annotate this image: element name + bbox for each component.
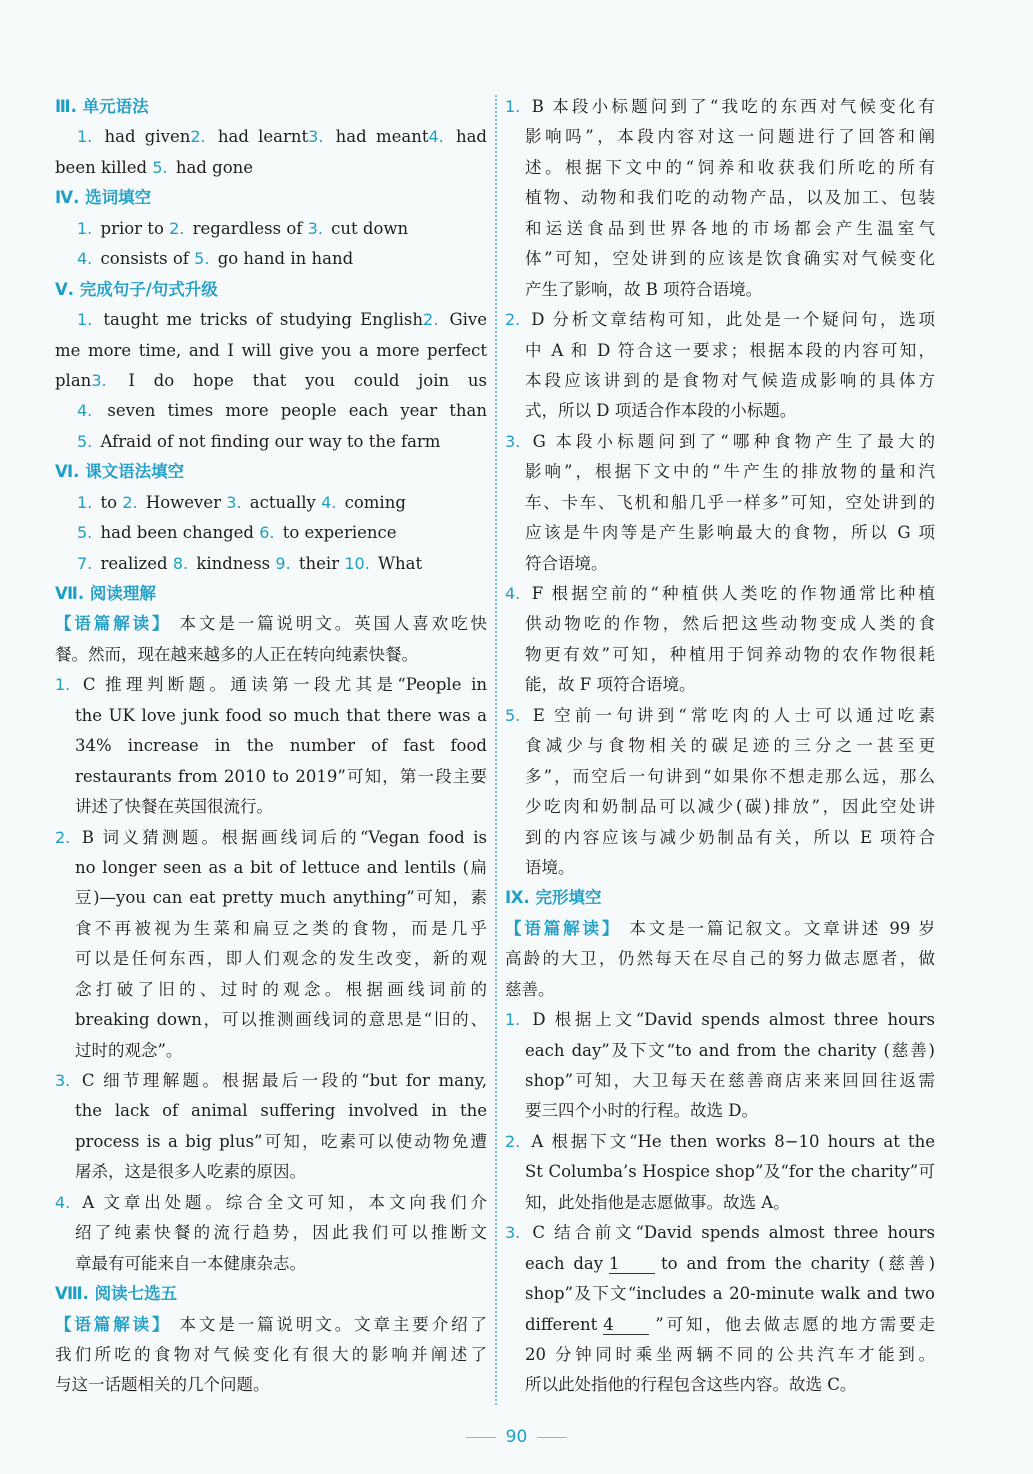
item-number: 3. (307, 218, 323, 238)
text-line (505, 183, 935, 213)
item-number: 1. (55, 675, 71, 695)
column-divider (495, 95, 497, 1405)
text-line (505, 1005, 935, 1035)
text-span: E 空前一句讲到“常吃肉的人士可以通过吃素 (532, 705, 935, 725)
item-number: 2. (505, 310, 521, 330)
item-number: 2. (55, 827, 71, 847)
text-line (55, 701, 487, 731)
text-span: 和运送食品到世界各地的市场都会产生温室气 (525, 218, 935, 238)
text-line (505, 640, 935, 670)
text-line (55, 1188, 487, 1218)
item-number: 3. (226, 492, 242, 512)
text-line (55, 122, 487, 152)
text-span: different (525, 1314, 598, 1334)
text-line (55, 1066, 487, 1096)
text-span: 过时的观念”。 (75, 1040, 183, 1060)
text-span: 本段应该讲到的是食物对气候造成影响的具体方 (525, 370, 935, 390)
text-line (55, 366, 487, 396)
text-span: St Columba’s Hospice shop”及“for the charity”可 (525, 1162, 935, 1182)
text-span: their (298, 553, 345, 573)
text-line (55, 1096, 487, 1126)
text-span: I do hope that you could join us (128, 370, 487, 390)
text-span: restaurants from 2010 to 2019”可知，第一段主要 (75, 766, 487, 786)
text-span: G 本段小标题问到了“哪种食物产生了最大的 (532, 431, 935, 451)
text-span: breaking down，可以推测画线词的意思是“旧的、 (75, 1010, 487, 1030)
text-line (505, 549, 935, 579)
text-span: 少吃肉和奶制品可以减少(碳)排放”，因此空处讲 (525, 797, 935, 817)
blank-number: 4 (603, 1316, 649, 1335)
text-span: 符合语境。 (525, 553, 608, 573)
text-line (505, 1370, 935, 1400)
text-span: 语境。 (525, 857, 575, 877)
text-span: 物更有效”可知，种植用于饲养动物的农作物很耗 (525, 644, 935, 664)
item-number: 7. (77, 553, 93, 573)
text-span: However (145, 492, 227, 512)
text-span: What (378, 553, 423, 573)
text-span: A 文章出处题。综合全文可知，本文向我们介 (82, 1192, 487, 1212)
text-span: 要三四个小时的行程。故选 D。 (525, 1101, 758, 1121)
text-line (505, 427, 935, 457)
text-span: D 分析文章结构可知，此处是一个疑问句，选项 (531, 310, 935, 330)
text-line (55, 609, 487, 639)
text-line (55, 427, 487, 457)
blank-number: 1 (609, 1255, 655, 1274)
text-line (505, 1157, 935, 1187)
text-span: had meant (335, 127, 429, 147)
text-span: the lack of animal suffering involved in the (75, 1101, 487, 1121)
text-line (505, 1036, 935, 1066)
item-number: 3. (91, 370, 107, 390)
item-number: 8. (172, 553, 189, 573)
item-number: 3. (505, 1223, 521, 1243)
item-number: 5. (152, 157, 168, 177)
item-number: 4. (55, 1192, 71, 1212)
text-line (55, 914, 487, 944)
text-span: 中 A 和 D 符合这一要求；根据本段的内容可知， (525, 340, 935, 360)
text-line (55, 1005, 487, 1035)
text-span: 餐。然而，现在越来越多的人正在转向纯素快餐。 (55, 644, 418, 664)
text-span: 我们所吃的食物对气候变化有很大的影响并阐述了 (55, 1344, 487, 1364)
text-line (505, 1310, 935, 1340)
text-span: 屠杀，这是很多人吃素的原因。 (75, 1162, 306, 1182)
text-line (55, 1127, 487, 1157)
text-span: to and from the charity (慈善) (661, 1253, 936, 1273)
text-span: 本文是一篇说明文。英国人喜欢吃快 (171, 614, 487, 634)
text-span: regardless of (192, 218, 308, 238)
text-span: F 根据空前的“种植供人类吃的作物通常比种植 (531, 584, 935, 603)
text-span: 到的内容应该与减少奶制品有关，所以 E 项符合 (525, 827, 935, 847)
item-number: 10. (344, 553, 370, 573)
item-number: 3. (308, 127, 324, 147)
text-line (55, 1218, 487, 1248)
text-span: 慈善。 (505, 979, 555, 999)
text-span: 能，故 F 项符合语境。 (525, 675, 696, 695)
text-line (505, 670, 935, 700)
passage-tag: 【语篇解读】 (55, 614, 172, 634)
text-span: 讲述了快餐在英国很流行。 (75, 797, 273, 817)
item-number: 1. (77, 127, 93, 147)
item-number: 1. (505, 97, 521, 116)
item-number: 4. (428, 127, 444, 147)
text-span: 本文是一篇说明文。文章主要介绍了 (171, 1314, 487, 1334)
text-line (55, 153, 487, 183)
text-line (505, 153, 935, 183)
text-span: to experience (282, 523, 397, 543)
text-span: 绍了纯素快餐的流行趋势，因此我们可以推断文 (75, 1223, 487, 1243)
item-number: 3. (505, 431, 521, 451)
text-line (55, 1157, 487, 1187)
text-line (55, 1036, 487, 1066)
text-span: consists of (100, 249, 195, 269)
text-line (505, 579, 935, 609)
text-line (55, 336, 487, 366)
text-span: 章最有可能来自一本健康杂志。 (75, 1253, 306, 1273)
text-span: 影响”，根据下文中的“牛产生的排放物的量和汽 (525, 462, 935, 482)
passage-tag: 【语篇解读】 (505, 918, 622, 938)
text-line (505, 1279, 935, 1309)
text-span: kindness (196, 553, 276, 573)
text-line (505, 792, 935, 822)
text-line (505, 457, 935, 487)
text-span: 与这一话题相关的几个问题。 (55, 1375, 270, 1395)
text-span: me more time, and I will give you a more perfect (55, 340, 487, 360)
text-span: had gone (175, 157, 254, 177)
text-line (55, 640, 487, 670)
text-line (505, 518, 935, 548)
text-line (505, 975, 935, 1005)
text-span: 供动物吃的作物，然后把这些动物变成人类的食 (525, 614, 935, 634)
text-line (505, 488, 935, 518)
text-span: 多”，而空后一句讲到“如果你不想走那么远，那么 (525, 766, 935, 786)
text-line (55, 1370, 487, 1400)
text-span: 述。根据下文中的“饲养和收获我们所吃的所有 (525, 157, 935, 177)
item-number: 2. (190, 127, 206, 147)
text-line (505, 609, 935, 639)
text-line (505, 944, 935, 974)
text-line (55, 549, 487, 579)
item-number: 4. (77, 249, 93, 269)
text-line (505, 731, 935, 761)
text-span: been killed (55, 157, 153, 177)
section-heading: Ⅲ. 单元语法 (55, 97, 149, 116)
text-span: 20 分钟同时乘坐两辆不同的公共汽车才能到。 (525, 1344, 935, 1364)
page-number (0, 1427, 1033, 1447)
text-line (505, 275, 935, 305)
text-span: 影响吗”，本段内容对这一问题进行了回答和阐 (525, 127, 935, 147)
text-span: shop”可知，大卫每天在慈善商店来来回回往返需 (525, 1071, 935, 1090)
text-span: process is a big plus”可知，吃素可以使动物免遭 (75, 1131, 487, 1151)
item-number: 4. (505, 584, 521, 603)
text-span: 可以是任何东西，即人们观念的发生改变，新的观 (75, 949, 487, 969)
text-span: 食不再被视为生菜和扁豆之类的食物，而是几乎 (75, 918, 487, 938)
text-span: plan (55, 370, 92, 390)
section-heading: Ⅶ. 阅读理解 (55, 584, 156, 603)
page-number-text: 90 (505, 1427, 528, 1447)
section-heading: Ⅸ. 完形填空 (505, 888, 602, 908)
item-number: 5. (77, 523, 93, 543)
item-number: 5. (77, 431, 93, 451)
text-span: C 推理判断题。通读第一段尤其是“People in (82, 675, 487, 695)
text-line (55, 853, 487, 883)
text-line (505, 823, 935, 853)
text-line (505, 396, 935, 426)
section-heading: Ⅵ. 课文语法填空 (55, 462, 185, 482)
item-number: 4. (321, 492, 337, 512)
text-span: C 细节理解题。根据最后一段的“but for many, (81, 1071, 488, 1090)
text-line (505, 1218, 935, 1248)
text-span: taught me tricks of studying English (103, 310, 424, 330)
text-line (55, 762, 487, 792)
text-span: 念打破了旧的、过时的观念。根据画线词前的 (75, 979, 487, 999)
text-line (505, 214, 935, 244)
text-line (55, 1249, 487, 1279)
text-span: 应该是牛肉等是产生影响最大的食物，所以 G 项 (525, 523, 935, 543)
section-heading: Ⅳ. 选词填空 (55, 188, 152, 208)
text-line (505, 122, 935, 152)
text-span: B 词义猜测题。根据画线词后的“Vegan food is (81, 827, 487, 847)
text-span: to (100, 492, 123, 512)
text-span: had given (104, 127, 191, 147)
text-line (55, 214, 487, 244)
text-line (505, 1249, 935, 1279)
text-line (55, 305, 487, 335)
text-line (505, 1066, 935, 1096)
item-number: 1. (77, 492, 93, 512)
text-line (505, 1340, 935, 1370)
text-span: realized (100, 553, 173, 573)
text-span: Give (449, 310, 487, 330)
text-line (505, 305, 935, 335)
item-number: 5. (194, 249, 210, 269)
text-line (55, 518, 487, 548)
text-span: 知，此处指他是志愿做事。故选 A。 (525, 1192, 790, 1212)
text-span: shop”及下文“includes a 20-minute walk and two (525, 1284, 935, 1304)
text-span: 体”可知，空处讲到的应该是饮食确实对气候变化 (525, 249, 935, 269)
text-span: B 本段小标题问到了“我吃的东西对气候变化有 (531, 97, 935, 116)
text-span: 高龄的大卫，仍然每天在尽自己的努力做志愿者，做 (505, 949, 935, 969)
item-number: 1. (77, 310, 93, 330)
text-span: cut down (331, 218, 409, 238)
section-heading: Ⅴ. 完成句子/句式升级 (55, 279, 218, 299)
text-span: go hand in hand (217, 249, 354, 269)
right-column (505, 92, 935, 1401)
text-span: the UK love junk food so much that there was a (75, 705, 487, 725)
text-span: A 根据下文“He then works 8−10 hours at the (531, 1131, 935, 1151)
item-number: 2. (122, 492, 138, 512)
section-heading: Ⅷ. 阅读七选五 (55, 1284, 178, 1304)
text-line (505, 1188, 935, 1218)
text-line (505, 92, 935, 122)
item-number: 2. (423, 310, 439, 330)
text-span: D 根据上文“David spends almost three hours (532, 1010, 936, 1030)
item-number: 3. (55, 1071, 71, 1090)
text-line (55, 731, 487, 761)
text-span: had been changed (100, 523, 260, 543)
text-line (505, 914, 935, 944)
text-line (55, 244, 487, 274)
text-line (55, 488, 487, 518)
text-line (505, 853, 935, 883)
text-span: Afraid of not finding our way to the farm (100, 431, 441, 451)
text-span: 本文是一篇记叙文。文章讲述 99 岁 (621, 918, 936, 938)
text-span: no longer seen as a bit of lettuce and lentils (扁 (75, 857, 487, 877)
text-line (55, 1310, 487, 1340)
text-line (505, 762, 935, 792)
text-line (55, 670, 487, 700)
text-span: 食减少与食物相关的碳足迹的三分之一甚至更 (525, 736, 935, 756)
text-line (55, 1340, 487, 1370)
text-line (505, 1096, 935, 1126)
item-number: 1. (505, 1010, 521, 1030)
passage-tag: 【语篇解读】 (55, 1314, 172, 1334)
item-number: 2. (505, 1131, 521, 1151)
text-span: seven times more people each year than (107, 401, 487, 421)
text-line (505, 244, 935, 274)
text-span: C 结合前文“David spends almost three hours (532, 1223, 935, 1243)
left-column (55, 92, 487, 1401)
item-number: 1. (77, 218, 93, 238)
text-span: 所以此处指他的行程包含这些内容。故选 C。 (525, 1375, 857, 1395)
item-number: 6. (259, 523, 275, 543)
text-span: 34% increase in the number of fast food (75, 736, 487, 756)
text-span: had learnt (217, 127, 309, 147)
text-span: prior to (100, 218, 170, 238)
text-span: ”可知，他去做志愿的地方需要走 (655, 1314, 935, 1334)
text-span: 式，所以 D 项适合作本段的小标题。 (525, 401, 797, 421)
text-line (55, 883, 487, 913)
text-span: 豆)—you can eat pretty much anything”可知，素 (75, 888, 487, 908)
text-line (505, 366, 935, 396)
text-line (55, 396, 487, 426)
text-line (55, 823, 487, 853)
item-number: 9. (275, 553, 291, 573)
text-span: coming (344, 492, 406, 512)
text-span: 植物、动物和我们吃的动物产品，以及加工、包装 (525, 188, 935, 208)
text-span: each day (525, 1253, 604, 1273)
text-span: 车、卡车、飞机和船几乎一样多”可知，空处讲到的 (525, 492, 935, 512)
text-line (505, 1127, 935, 1157)
text-span: each day”及下文“to and from the charity (慈善) (525, 1040, 935, 1060)
text-line (55, 975, 487, 1005)
text-line (505, 336, 935, 366)
text-span: had (455, 127, 487, 147)
text-line (505, 701, 935, 731)
item-number: 2. (169, 218, 185, 238)
item-number: 5. (505, 705, 521, 725)
text-line (55, 792, 487, 822)
text-span: 产生了影响，故 B 项符合语境。 (525, 279, 763, 299)
item-number: 4. (77, 401, 93, 421)
text-span: actually (249, 492, 322, 512)
text-line (55, 944, 487, 974)
